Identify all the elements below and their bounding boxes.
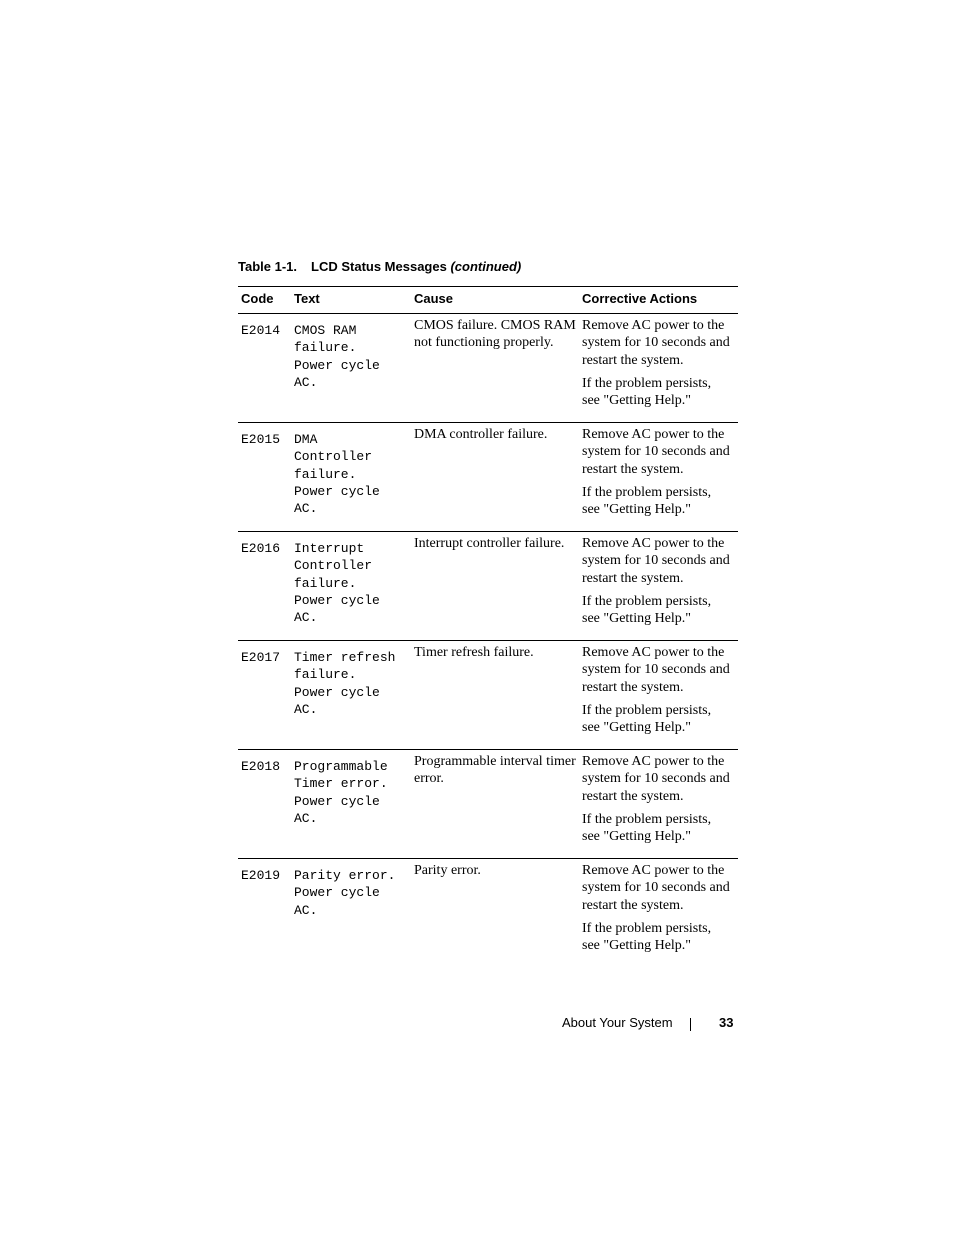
lcd-message-text	[291, 859, 411, 968]
table-row	[238, 423, 738, 532]
footer-separator	[690, 1018, 691, 1031]
lcd-message-text	[291, 532, 411, 641]
lcd-message-text	[291, 750, 411, 859]
lcd-message-line: failure.	[294, 466, 357, 482]
lcd-message-text	[291, 314, 411, 423]
lcd-message-line: failure.	[294, 340, 357, 356]
corrective-actions	[579, 314, 738, 423]
corrective-action-followup: If the problem persists, see "Getting Help."	[582, 593, 712, 627]
error-code: E2018	[238, 750, 291, 859]
table-row	[238, 532, 738, 641]
lcd-message-line: CMOS RAM	[294, 323, 357, 338]
lcd-message-line: Interrupt	[294, 541, 365, 556]
lcd-message-line: AC.	[294, 501, 318, 517]
lcd-message-line: Programmable	[294, 759, 388, 774]
lcd-message-line: AC.	[294, 610, 318, 626]
table-row	[238, 314, 738, 423]
lcd-message-line: Parity error.	[294, 868, 396, 883]
error-code: E2016	[238, 532, 291, 641]
error-cause: Timer refresh failure.	[411, 641, 579, 750]
lcd-message-line: Controller	[294, 449, 373, 465]
table-row	[238, 641, 738, 750]
footer-section-title: About Your System	[562, 1015, 673, 1030]
header-cause: Cause	[411, 287, 579, 314]
corrective-action-step: Remove AC power to the system for 10 seconds and restart the system.	[582, 536, 730, 586]
header-corrective-actions: Corrective Actions	[579, 287, 738, 314]
lcd-message-text	[291, 423, 411, 532]
error-code: E2017	[238, 641, 291, 750]
lcd-message-line: Power cycle	[294, 483, 380, 499]
table-row	[238, 859, 738, 968]
corrective-actions	[579, 641, 738, 750]
corrective-actions	[579, 423, 738, 532]
table-title: LCD Status Messages	[311, 259, 447, 274]
error-cause: Parity error.	[414, 863, 481, 878]
error-code: E2014	[238, 314, 291, 423]
header-code: Code	[238, 287, 291, 314]
corrective-action-followup: If the problem persists, see "Getting Help."	[582, 484, 712, 518]
corrective-action-step: Remove AC power to the system for 10 seconds and restart the system.	[582, 427, 730, 477]
page-number: 33	[719, 1015, 734, 1030]
corrective-actions	[579, 750, 738, 859]
error-cause: Interrupt controller failure.	[411, 532, 579, 641]
table-caption	[238, 259, 521, 274]
lcd-message-line: failure.	[294, 667, 357, 683]
error-cause: DMA controller failure.	[411, 423, 579, 532]
corrective-actions	[579, 859, 738, 968]
lcd-message-line: AC.	[294, 902, 318, 918]
lcd-message-line: AC.	[294, 810, 318, 826]
error-code: E2019	[241, 868, 281, 883]
error-cause: CMOS failure. CMOS RAM not functioning properly.	[411, 314, 579, 423]
lcd-status-table	[238, 286, 738, 967]
corrective-actions	[579, 532, 738, 641]
lcd-message-line: Controller	[294, 558, 373, 574]
lcd-message-line: AC.	[294, 374, 318, 390]
lcd-message-line: Power cycle	[294, 885, 380, 901]
lcd-message-text	[291, 641, 411, 750]
corrective-action-followup: If the problem persists, see "Getting Help."	[582, 811, 712, 845]
lcd-message-line: Power cycle	[294, 684, 380, 700]
lcd-message-line: Timer refresh	[294, 650, 396, 665]
corrective-action-step: Remove AC power to the system for 10 seconds and restart the system.	[582, 645, 730, 695]
table-row	[238, 750, 738, 859]
corrective-action-step: Remove AC power to the system for 10 seconds and restart the system.	[582, 754, 730, 804]
lcd-message-line: AC.	[294, 701, 318, 717]
corrective-action-followup: If the problem persists, see "Getting Help."	[582, 702, 712, 736]
table-header-row	[238, 287, 738, 314]
lcd-message-line: failure.	[294, 575, 357, 591]
error-cause: Programmable interval timer error.	[411, 750, 579, 859]
corrective-action-step: Remove AC power to the system for 10 seconds and restart the system.	[582, 318, 730, 368]
lcd-message-line: Power cycle	[294, 592, 380, 608]
lcd-message-line: Power cycle	[294, 793, 380, 809]
lcd-message-line: DMA	[294, 432, 318, 447]
header-text: Text	[291, 287, 411, 314]
lcd-message-line: Power cycle	[294, 357, 380, 373]
table-number: Table 1-1.	[238, 259, 298, 274]
corrective-action-followup: If the problem persists, see "Getting Help."	[582, 375, 712, 409]
error-code: E2015	[238, 423, 291, 532]
table-continued-label: (continued)	[450, 259, 522, 274]
corrective-action-followup: If the problem persists, see "Getting Help."	[582, 920, 712, 954]
corrective-action-step: Remove AC power to the system for 10 seconds and restart the system.	[582, 863, 730, 913]
lcd-message-line: Timer error.	[294, 776, 388, 792]
